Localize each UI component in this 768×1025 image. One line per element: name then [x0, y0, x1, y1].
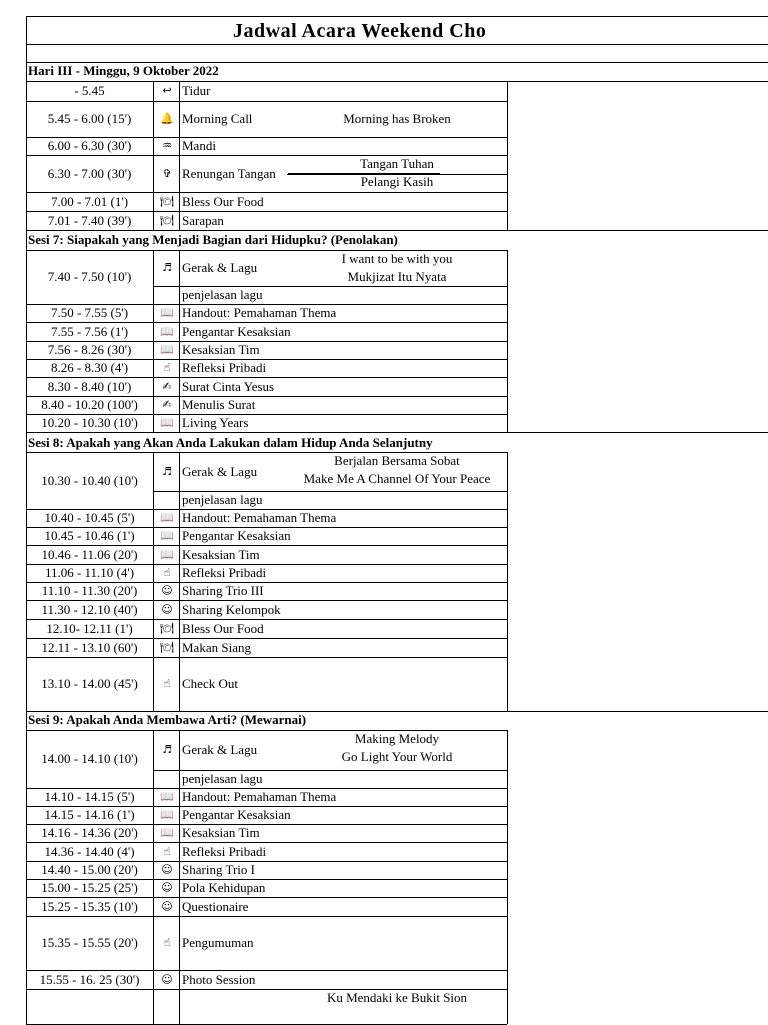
right-border — [507, 657, 508, 711]
activity-label: Check Out — [182, 676, 238, 691]
book-icon: 📖 — [160, 343, 174, 356]
song-title: Berjalan Bersama Sobat — [334, 453, 460, 468]
song-explanation-label: penjelasan lagu — [182, 287, 263, 302]
right-border — [507, 897, 508, 916]
time-cell: 14.15 - 14.16 (1') — [44, 807, 135, 822]
activity-label: Renungan Tangan — [182, 166, 276, 181]
right-border — [507, 211, 508, 230]
right-border — [507, 619, 508, 638]
song-title: Making Melody — [354, 731, 440, 746]
book-icon: 📖 — [160, 511, 174, 524]
music-icon: ♬ — [162, 743, 172, 756]
time-cell: 8.40 - 10.20 (100') — [41, 397, 138, 412]
col-divider — [153, 730, 154, 788]
activity-label: Sharing Kelompok — [182, 602, 281, 617]
activity-label: Photo Session — [182, 972, 256, 987]
right-border — [507, 788, 508, 806]
time-cell: 10.20 - 10.30 (10') — [41, 415, 138, 430]
row-bottom-border — [26, 101, 507, 102]
activity-label: Refleksi Pribadi — [182, 360, 267, 375]
right-border — [507, 250, 508, 304]
time-cell: 12.10- 12.11 (1') — [46, 621, 133, 636]
book-icon: 📖 — [160, 416, 174, 429]
letter-icon: ✍ — [162, 380, 172, 393]
activity-label: Refleksi Pribadi — [182, 565, 267, 580]
row-bottom-border — [26, 657, 507, 658]
activity-label: Pengantar Kesaksian — [182, 324, 291, 339]
row-bottom-border — [26, 432, 507, 433]
time-cell: 11.06 - 11.10 (4') — [44, 565, 135, 580]
right-border — [507, 81, 508, 101]
right-border — [507, 730, 508, 788]
right-border — [507, 137, 508, 155]
section-header-9: Sesi 9: Apakah Anda Membawa Arti? (Mewarnai) — [28, 712, 307, 727]
reflect-icon: ☝ — [163, 361, 171, 374]
row-bottom-border — [26, 545, 507, 546]
activity-label: Refleksi Pribadi — [182, 844, 267, 859]
right-border — [507, 970, 508, 989]
cross-icon: ✞ — [162, 167, 172, 180]
time-cell: - 5.45 — [74, 83, 105, 98]
right-border — [507, 377, 508, 396]
time-cell: 14.36 - 14.40 (4') — [44, 844, 135, 859]
day-header: Hari III - Minggu, 9 Oktober 2022 — [28, 63, 219, 78]
music-icon: ♬ — [162, 465, 172, 478]
row-bottom-border — [26, 638, 507, 639]
activity-label: Handout: Pemahaman Thema — [182, 789, 337, 804]
right-border — [507, 806, 508, 824]
time-cell: 15.55 - 16. 25 (30') — [39, 972, 140, 987]
right-border — [507, 396, 508, 414]
title-bottom-border — [26, 44, 768, 45]
activity-label: Sharing Trio I — [182, 862, 255, 877]
activity-label: Sarapan — [182, 213, 224, 228]
right-border — [507, 341, 508, 359]
row-bottom-border — [26, 155, 507, 156]
water-icon: ♒ — [162, 139, 172, 152]
smile-icon: ☺ — [161, 973, 173, 986]
sleep-icon: ↩ — [162, 84, 172, 97]
time-cell: 10.45 - 10.46 (1') — [44, 528, 135, 543]
song-title: Make Me A Channel Of Your Peace — [303, 471, 491, 486]
reflect-icon: ☝ — [163, 936, 171, 949]
activity-label: Handout: Pemahaman Thema — [182, 510, 337, 525]
col-divider — [179, 250, 180, 304]
reflect-icon: ☝ — [163, 845, 171, 858]
song-explanation-label: penjelasan lagu — [182, 771, 263, 786]
col-divider — [179, 989, 180, 1024]
right-border — [507, 359, 508, 377]
right-border — [507, 192, 508, 211]
row-bottom-border — [26, 322, 507, 323]
activity-label: Makan Siang — [182, 640, 251, 655]
time-cell: 8.26 - 8.30 (4') — [50, 360, 129, 375]
book-icon: 📖 — [160, 529, 174, 542]
time-cell: 12.11 - 13.10 (60') — [41, 640, 138, 655]
meal-icon: 🍽 — [160, 641, 174, 654]
row-bottom-border — [26, 619, 507, 620]
activity-label: Morning Call — [182, 111, 253, 126]
section-header-8: Sesi 8: Apakah yang Akan Anda Lakukan dalam Hidup Anda Selanjutny — [28, 435, 433, 450]
meal-icon: 🍽 — [160, 214, 174, 227]
activity-label: Kesaksian Tim — [182, 342, 260, 357]
book-icon: 📖 — [160, 808, 174, 821]
right-border — [507, 582, 508, 600]
row-bottom-border — [26, 842, 507, 843]
time-cell: 6.30 - 7.00 (30') — [47, 166, 132, 181]
row-bottom-border — [26, 192, 507, 193]
row-bottom-border — [26, 600, 507, 601]
document-title: Jadwal Acara Weekend Cho — [233, 20, 487, 42]
time-cell: 10.30 - 10.40 (10') — [41, 473, 138, 488]
table-top-border — [26, 81, 768, 82]
time-cell: 7.01 - 7.40 (39') — [47, 213, 132, 228]
book-icon: 📖 — [160, 306, 174, 319]
right-border — [507, 452, 508, 509]
activity-label: Pola Kehidupan — [182, 880, 266, 895]
activity-label: Questionaire — [182, 899, 249, 914]
music-icon: ♬ — [162, 261, 172, 274]
activity-label: Pengantar Kesaksian — [182, 528, 291, 543]
smile-icon: ☺ — [161, 603, 173, 616]
song-title: Go Light Your World — [341, 749, 453, 764]
book-icon: 📖 — [160, 826, 174, 839]
col-divider — [153, 250, 154, 304]
time-cell: 8.30 - 8.40 (10') — [47, 379, 132, 394]
time-cell: 7.50 - 7.55 (5') — [50, 305, 129, 320]
row-bottom-border — [26, 897, 507, 898]
activity-label: Sharing Trio III — [182, 583, 264, 598]
row-bottom-border — [26, 230, 507, 231]
right-border — [507, 824, 508, 842]
activity-label: Gerak & Lagu — [182, 260, 258, 275]
smile-icon: ☺ — [161, 881, 173, 894]
col-divider — [179, 730, 180, 788]
song-explanation-label: penjelasan lagu — [182, 492, 263, 507]
right-border — [507, 916, 508, 970]
activity-label: Bless Our Food — [182, 194, 264, 209]
activity-label: Handout: Pemahaman Thema — [182, 305, 337, 320]
activity-label: Tidur — [182, 83, 211, 98]
right-border — [507, 304, 508, 322]
time-cell: 15.35 - 15.55 (20') — [41, 935, 138, 950]
song-title: Morning has Broken — [343, 111, 451, 126]
song-title: Tangan Tuhan — [360, 156, 434, 171]
activity-label: Living Years — [182, 415, 249, 430]
reflect-icon: ☝ — [163, 677, 171, 690]
right-border — [507, 322, 508, 341]
right-border — [507, 879, 508, 897]
meal-icon: 🍽 — [160, 622, 174, 635]
day-header-top-border — [26, 62, 768, 63]
book-icon: 📖 — [160, 790, 174, 803]
right-border — [507, 414, 508, 432]
row-bottom-border — [26, 711, 507, 712]
right-border — [507, 842, 508, 861]
right-border — [507, 101, 508, 137]
activity-label: Surat Cinta Yesus — [182, 379, 275, 394]
activity-label: Kesaksian Tim — [182, 825, 260, 840]
song-title: Ku Mendaki ke Bukit Sion — [326, 990, 468, 1005]
time-cell: 7.40 - 7.50 (10') — [47, 269, 132, 284]
right-border — [507, 545, 508, 564]
bell-icon: 🔔 — [160, 112, 174, 125]
time-cell: 10.40 - 10.45 (5') — [44, 510, 135, 525]
right-border — [507, 509, 508, 527]
right-border — [507, 861, 508, 879]
row-bottom-border — [26, 970, 507, 971]
right-border — [507, 155, 508, 192]
time-cell: 13.10 - 14.00 (45') — [41, 676, 138, 691]
smile-icon: ☺ — [161, 863, 173, 876]
smile-icon: ☺ — [161, 584, 173, 597]
activity-label: Menulis Surat — [182, 397, 256, 412]
song-title: Pelangi Kasih — [360, 174, 434, 189]
col-divider — [153, 452, 154, 509]
right-border — [507, 527, 508, 545]
right-border — [507, 989, 508, 1024]
time-cell: 15.00 - 15.25 (25') — [41, 880, 138, 895]
time-cell: 7.00 - 7.01 (1') — [50, 194, 129, 209]
activity-label: Mandi — [182, 138, 216, 153]
col-divider — [179, 452, 180, 509]
reflect-icon: ☝ — [163, 566, 171, 579]
song-title: I want to be with you — [341, 251, 453, 266]
right-border — [507, 638, 508, 657]
time-cell: 14.16 - 14.36 (20') — [41, 825, 138, 840]
activity-label: Kesaksian Tim — [182, 547, 260, 562]
row-bottom-border — [26, 211, 507, 212]
time-cell: 7.55 - 7.56 (1') — [50, 324, 129, 339]
time-cell: 6.00 - 6.30 (30') — [47, 138, 132, 153]
time-cell: 11.10 - 11.30 (20') — [41, 583, 138, 598]
letter-icon: ✍ — [162, 398, 172, 411]
row-bottom-border — [26, 377, 507, 378]
title-top-border — [26, 16, 768, 17]
time-cell: 14.00 - 14.10 (10') — [41, 751, 138, 766]
activity-label: Bless Our Food — [182, 621, 264, 636]
activity-label: Gerak & Lagu — [182, 742, 258, 757]
time-cell: 5.45 - 6.00 (15') — [47, 111, 132, 126]
time-cell: 10.46 - 11.06 (20') — [41, 547, 138, 562]
row-bottom-border — [26, 916, 507, 917]
time-cell: 15.25 - 15.35 (10') — [41, 899, 138, 914]
col-divider — [153, 989, 154, 1024]
smile-icon: ☺ — [161, 900, 173, 913]
right-border — [507, 564, 508, 582]
book-icon: 📖 — [160, 548, 174, 561]
meal-icon: 🍽 — [160, 195, 174, 208]
activity-label: Pengantar Kesaksian — [182, 807, 291, 822]
activity-label: Pengumuman — [182, 935, 254, 950]
time-cell: 14.10 - 14.15 (5') — [44, 789, 135, 804]
song-title: Mukjizat Itu Nyata — [347, 269, 447, 284]
time-cell: 7.56 - 8.26 (30') — [47, 342, 132, 357]
section-header-7: Sesi 7: Siapakah yang Menjadi Bagian dari Hidupku? (Penolakan) — [28, 232, 398, 247]
time-cell: 14.40 - 15.00 (20') — [41, 862, 138, 877]
right-border — [507, 600, 508, 619]
time-cell: 11.30 - 12.10 (40') — [41, 602, 138, 617]
activity-label: Gerak & Lagu — [182, 464, 258, 479]
book-icon: 📖 — [160, 325, 174, 338]
